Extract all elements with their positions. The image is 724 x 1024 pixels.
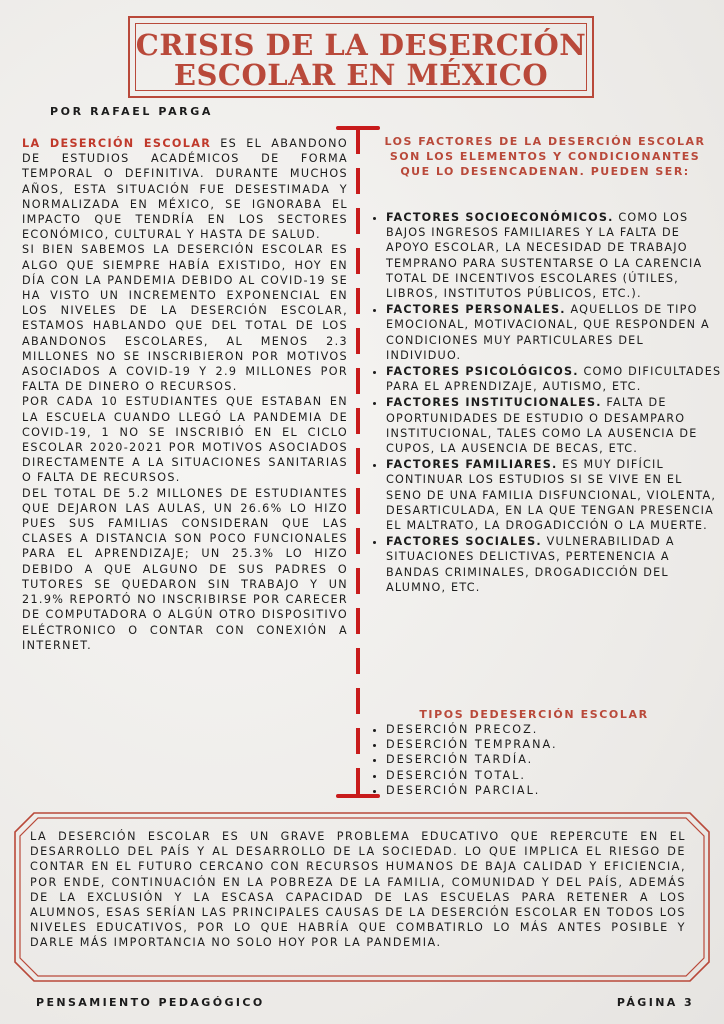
left-column <box>22 136 348 653</box>
column-divider <box>356 128 360 796</box>
lead-term: LA DESERCIÓN ESCOLAR <box>22 137 212 150</box>
list-item <box>386 457 722 533</box>
list-item <box>386 364 722 394</box>
factor-term: FACTORES INSTITUCIONALES. <box>386 396 602 410</box>
paragraph-statistics: DEL TOTAL DE 5.2 MILLONES DE ESTUDIANTES QUE DEJARON LAS AULAS, UN 26.6% LO HIZO PUES SUS FAMILIAS CONSIDERAN QUE LAS CLASES A DISTANCIA SON POCO FUNCIONALES PARA EL APRENDIZAJE; UN 25.3% LO HIZO DEBIDO A QUE ALGUNO DE SUS PADRES O TUTORES SE QUEDARON SIN TRABAJO Y UN 21.9% REPORTÓ NO INSCRIBIRSE POR CARECER DE COMPUTADORA O ALGÚN OTRO DISPOSITIVO ELÉCTRONICO O CONTAR CON CONEXIÓN A INTERNET. <box>22 486 348 652</box>
factor-term: FACTORES FAMILIARES. <box>386 458 558 472</box>
list-item <box>386 395 722 456</box>
page-title: CRISIS DE LA DESERCIÓN ESCOLAR EN MÉXICO <box>135 28 587 92</box>
paragraph-definition-text: ES EL ABANDONO DE ESTUDIOS ACADÉMICOS DE FORMA TEMPORAL O DEFINITIVA. DURANTE MUCHOS AÑOS, ESTA SITUACIÓN FUE DESESTIMADA Y NORMALIZADA EN MÉXICO, SE IGNORABA EL IMPACTO QUE TENDRÍA EN LOS SECTORES ECONÓMICO, CULTURAL Y HASTA DE SALUD. <box>22 137 348 242</box>
types-list <box>372 722 558 798</box>
paragraph-pandemic: SI BIEN SABEMOS LA DESERCIÓN ESCOLAR ES ALGO QUE SIEMPRE HABÍA EXISTIDO, HOY EN DÍA CON LA PANDEMIA DEBIDO AL COVID-19 SE HA VISTO UN INCREMENTO EXPONENCIAL EN LOS NIVELES DE LA DESERCIÓN ESCOLAR, ESTAMOS HABLANDO QUE DEL TOTAL DE LOS ABANDONOS ESCOLARES, AL MENOS 2.3 MILLONES NO SE INSCRIBIERON POR MOTIVOS ASOCIADOS A COVID-19 Y 2.9 MILLONES POR FALTA DE DINERO O RECURSOS. <box>22 243 348 394</box>
list-item: • DESERCIÓN TEMPRANA. <box>386 737 558 752</box>
factor-term: FACTORES PSICOLÓGICOS. <box>386 365 579 379</box>
factor-text: FALTA DE OPORTUNIDADES DE ESTUDIO O DESAMPARO INSTITUCIONAL, TALES COMO LA AUSENCIA DE CUPOS, LA AUSENCIA DE BECAS, ETC. <box>386 396 698 456</box>
factor-term: FACTORES PERSONALES. <box>386 303 566 317</box>
factor-text: ES MUY DIFÍCIL CONTINUAR LOS ESTUDIOS SI SE VIVE EN EL SENO DE UNA FAMILIA DISFUNCIONAL, VIOLENTA, DESARTICULADA, EN LA QUE TENGAN PRESENCIA EL MALTRATO, LA DROGADICCIÓN O LA MUERTE. <box>386 458 717 533</box>
list-item <box>386 534 722 595</box>
factor-term: FACTORES SOCIOECONÓMICOS. <box>386 211 614 224</box>
factor-term: FACTORES SOCIALES. <box>386 535 542 549</box>
factor-text: AQUELLOS DE TIPO EMOCIONAL, MOTIVACIONAL, QUE RESPONDEN A CONDICIONES MUY PARTICULARES DEL INDIVIDUO. <box>386 303 710 362</box>
factor-text: COMO LOS BAJOS INGRESOS FAMILIARES Y LA FALTA DE APOYO ESCOLAR, LA NECESIDAD DE TRABAJO TEMPRANO PARA SUSTENTARSE O LA CARENCIA TOTAL DE INCENTIVOS ESCOLARES (ÚTILES, LIBROS, INSTITUTOS PÚBLICOS, ETC.). <box>386 211 703 301</box>
factors-heading: LOS FACTORES DE LA DESERCIÓN ESCOLAR SON LOS ELEMENTOS Y CONDICIONANTES QUE LO DESENCADENAN. PUEDEN SER: <box>384 135 706 178</box>
paragraph-definition <box>22 136 348 242</box>
list-item <box>386 210 722 301</box>
page-number: PÁGINA 3 <box>616 996 694 1009</box>
list-item: • DESERCIÓN TOTAL. <box>386 768 558 783</box>
factor-text: COMO DIFICULTADES PARA EL APRENDIZAJE, AUTISMO, ETC. <box>386 365 722 394</box>
footer-publication: PENSAMIENTO PEDAGÓGICO <box>36 996 265 1009</box>
factor-text: VULNERABILIDAD A SITUACIONES DELICTIVAS, PERTENENCIA A BANDAS CRIMINALES, DROGADICCIÓN DEL ALUMNO, ETC. <box>386 535 675 594</box>
list-item: • DESERCIÓN PARCIAL. <box>386 783 558 798</box>
list-item: • DESERCIÓN TARDÍA. <box>386 752 558 767</box>
list-item: • DESERCIÓN PRECOZ. <box>386 722 558 737</box>
author-byline: POR RAFAEL PARGA <box>50 105 213 118</box>
list-item <box>386 302 722 363</box>
factors-list <box>372 210 722 596</box>
paragraph-ratio: POR CADA 10 ESTUDIANTES QUE ESTABAN EN LA ESCUELA CUANDO LLEGÓ LA PANDEMIA DE COVID-19, 1 NO SE INSCRIBIÓ EN EL CICLO ESCOLAR 2020-2021 POR MOTIVOS ASOCIADOS DIRECTAMENTE A LA SITUACIONES SANITARIAS O FALTA DE RECURSOS. <box>22 395 348 485</box>
types-heading: TIPOS DEDESERCIÓN ESCOLAR <box>419 708 649 721</box>
title-frame <box>128 16 594 98</box>
conclusion-text: LA DESERCIÓN ESCOLAR ES UN GRAVE PROBLEMA EDUCATIVO QUE REPERCUTE EN EL DESARROLLO DEL PAÍS Y AL DESARROLLO DE LA SOCIEDAD. LO QUE IMPLICA EL RIESGO DE CONTAR EN EL FUTURO CERCANO CON RECURSOS HUMANOS DE BAJA CALIDAD Y EFICIENCIA, POR ENDE, CONTINUACIÓN EN LA POBREZA DE LA FAMILIA, COMUNIDAD Y DEL PAÍS, ADEMÁS DE LA EXCLUSIÓN Y LA ESCASA CAPACIDAD DE LAS ESCUELAS PARA RETENER A LOS ALUMNOS, ESAS SERÍAN LAS PRINCIPALES CAUSAS DE LA DESERCIÓN ESCOLAR EN TODOS LOS NIVELES EDUCATIVOS, POR LO QUE HABRÍA QUE COMBATIRLO LO MÁS ANTES POSIBLE Y DARLE MÁS IMPORTANCIA NO SOLO HOY POR LA PANDEMIA. <box>30 830 686 950</box>
